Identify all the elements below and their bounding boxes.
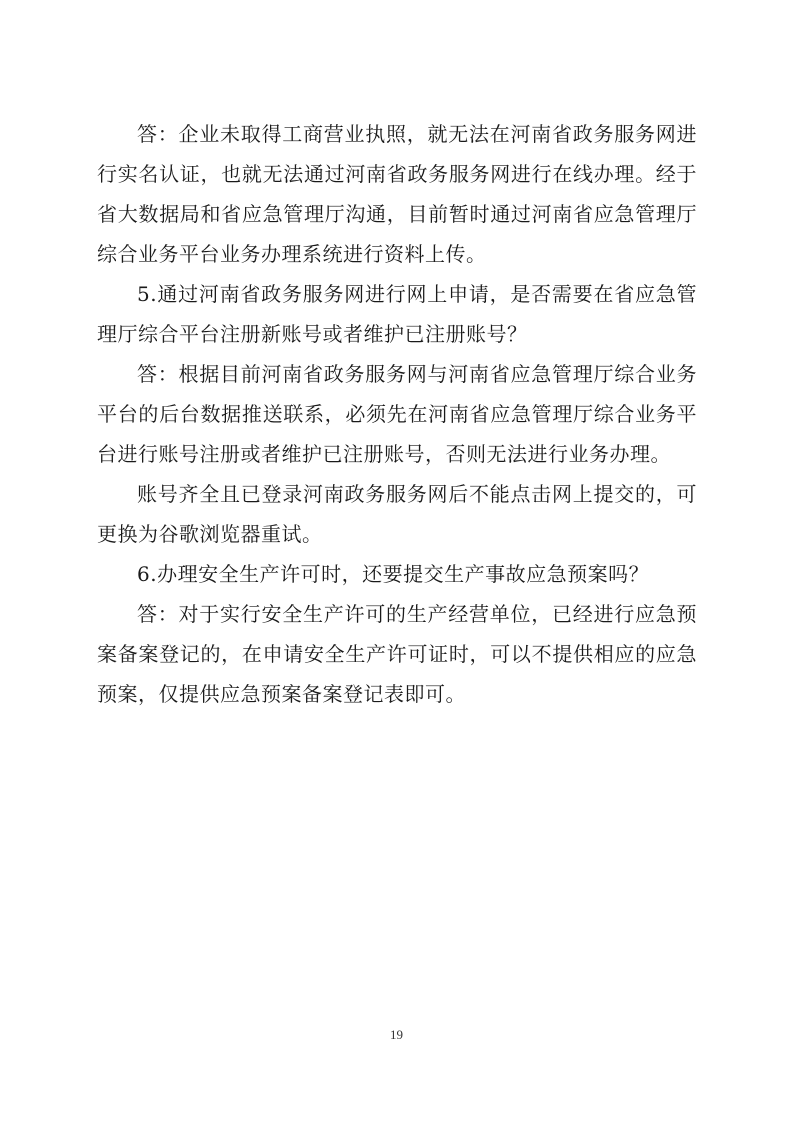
document-body — [97, 114, 697, 714]
answer-paragraph: 答：企业未取得工商营业执照，就无法在河南省政务服务网进行实名认证，也就无法通过河南省政务服务网进行在线办理。经于省大数据局和省应急管理厅沟通，目前暂时通过河南省应急管理厅综合业务平台业务办理系统进行资料上传。 — [97, 122, 697, 266]
page-number: 19 — [390, 1027, 403, 1042]
answer-paragraph: 答：根据目前河南省政务服务网与河南省应急管理厅综合业务平台的后台数据推送联系，必须先在河南省应急管理厅综合业务平台进行账号注册或者维护已注册账号，否则无法进行业务办理。 — [97, 362, 697, 466]
note-paragraph: 账号齐全且已登录河南政务服务网后不能点击网上提交的，可更换为谷歌浏览器重试。 — [97, 482, 697, 546]
answer-paragraph: 答：对于实行安全生产许可的生产经营单位，已经进行应急预案备案登记的，在申请安全生产许可证时，可以不提供相应的应急预案，仅提供应急预案备案登记表即可。 — [97, 602, 697, 706]
question-paragraph: 6.办理安全生产许可时，还要提交生产事故应急预案吗？ — [137, 562, 650, 586]
question-paragraph: 5.通过河南省政务服务网进行网上申请，是否需要在省应急管理厅综合平台注册新账号或者维护已注册账号？ — [97, 282, 697, 346]
